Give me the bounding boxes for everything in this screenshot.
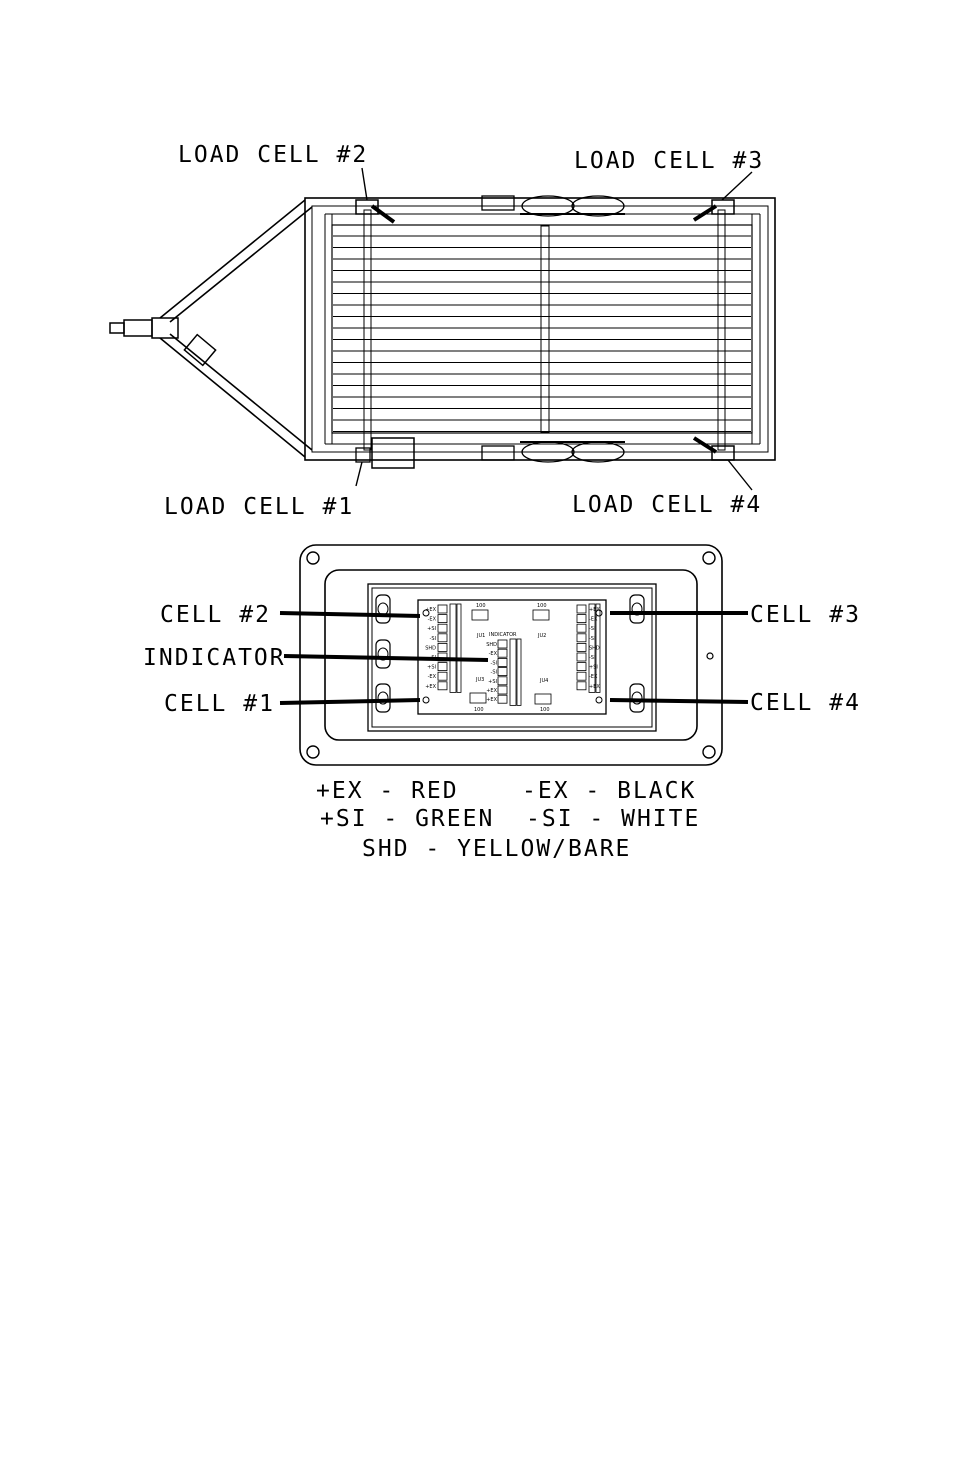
terminal-label: -SI [429,635,436,642]
terminal-screw [438,643,447,651]
load-cell-hardware [356,200,734,468]
terminal-screw [577,653,586,661]
terminal-screw [498,668,507,676]
jumper-ju3: JU3 [476,677,485,683]
terminal-screw [438,624,447,632]
terminal-label: -SI [589,635,596,642]
terminal-label: +EX [486,688,497,694]
cell-1-label: CELL #1 [164,691,275,717]
terminal-label: -EX [589,674,598,681]
terminal-screw [438,682,447,690]
legend-line-1: +EX - RED -EX - BLACK [316,778,697,804]
terminal-label: -SI [490,660,497,667]
leader-load-cell-1 [356,462,362,486]
terminal-label: SHD [425,645,436,652]
indicator-block-header: INDICATOR [489,632,517,638]
wire-cell-2 [280,613,420,616]
terminal-screw [438,634,447,642]
terminal-screw [438,615,447,623]
legend-line-2: +SI - GREEN -SI - WHITE [320,806,701,832]
terminal-label: +EX [589,683,600,690]
mount-hole [703,552,715,564]
indicator-terminal-block [486,639,521,705]
leader-load-cell-3 [722,172,752,200]
terminal-label: -SI [429,655,436,661]
terminal-strip [510,639,516,705]
junction-box-flange [300,545,722,765]
load-cell-1-label: LOAD CELL #1 [164,494,355,520]
left-terminal-block [425,604,461,692]
resistor-value: 100 [476,603,486,609]
terminal-screw [577,615,586,623]
terminal-screw [577,672,586,680]
mount-hole [307,746,319,758]
junction-box [143,545,861,765]
trailer-frame [305,198,775,460]
terminal-label: +SI [488,678,497,685]
wire-cell-4 [610,700,748,702]
terminal-screw [498,649,507,657]
terminal-screw [577,634,586,642]
terminal-screw [498,695,507,703]
terminal-label: -SI [589,655,596,661]
terminal-screw [498,686,507,694]
trailer-tongue [160,200,312,457]
terminal-label: SHD [589,645,600,652]
leader-load-cell-2 [362,168,367,200]
terminal-screw [498,640,507,648]
right-terminal-block [577,604,600,692]
terminal-screw [577,663,586,671]
terminal-screw [438,663,447,671]
terminal-label: +EX [425,607,436,613]
terminal-label: -EX [427,616,436,623]
terminal-label: +SI [427,626,436,633]
terminal-screw [577,682,586,690]
terminal-screw [577,643,586,651]
terminal-label: +EX [486,697,497,704]
terminal-label: +EX [589,607,600,613]
terminal-screw [577,605,586,613]
load-cell-4-label: LOAD CELL #4 [572,492,763,518]
terminal-screw [498,658,507,666]
resistor-value: 100 [537,603,547,609]
terminal-screw [438,605,447,613]
mount-hole [703,746,715,758]
load-cell-2-label: LOAD CELL #2 [178,142,369,168]
cell-2-label: CELL #2 [160,602,271,628]
legend-line-3: SHD - YELLOW/BARE [362,836,632,862]
deck-slats [333,236,751,432]
resistor-value: 100 [474,707,484,713]
terminal-label: -SI [589,626,596,633]
jumper-ju4: JU4 [540,678,549,684]
terminal-label: -EX [488,651,497,658]
terminal-label: -EX [589,616,598,623]
mount-hole [307,552,319,564]
leader-load-cell-4 [728,460,752,490]
cell-4-label: CELL #4 [750,690,861,716]
terminal-label: -EX [427,674,436,681]
terminal-label: +EX [425,683,436,690]
terminal-screw [438,672,447,680]
load-cell-3-label: LOAD CELL #3 [574,148,765,174]
terminal-label: +SI [427,664,436,671]
wire-cell-1 [280,700,420,703]
terminal-strip [457,604,461,692]
terminal-screw [498,677,507,685]
resistor-value: 100 [540,707,550,713]
terminal-screw [577,624,586,632]
jumper-ju2: JU2 [538,633,547,639]
terminal-label: +SI [589,664,598,671]
trailer-drawing [110,142,775,520]
cell-3-label: CELL #3 [750,602,861,628]
terminal-label: SHD [486,642,497,648]
wire-color-legend [316,778,700,862]
trailer-hitch [110,318,178,338]
ground-screw [707,653,713,659]
terminal-strip [517,639,521,705]
indicator-label: INDICATOR [143,645,286,671]
jumper-ju1: JU1 [477,633,486,639]
terminal-label: -SI [490,669,497,676]
terminal-strip [450,604,456,692]
